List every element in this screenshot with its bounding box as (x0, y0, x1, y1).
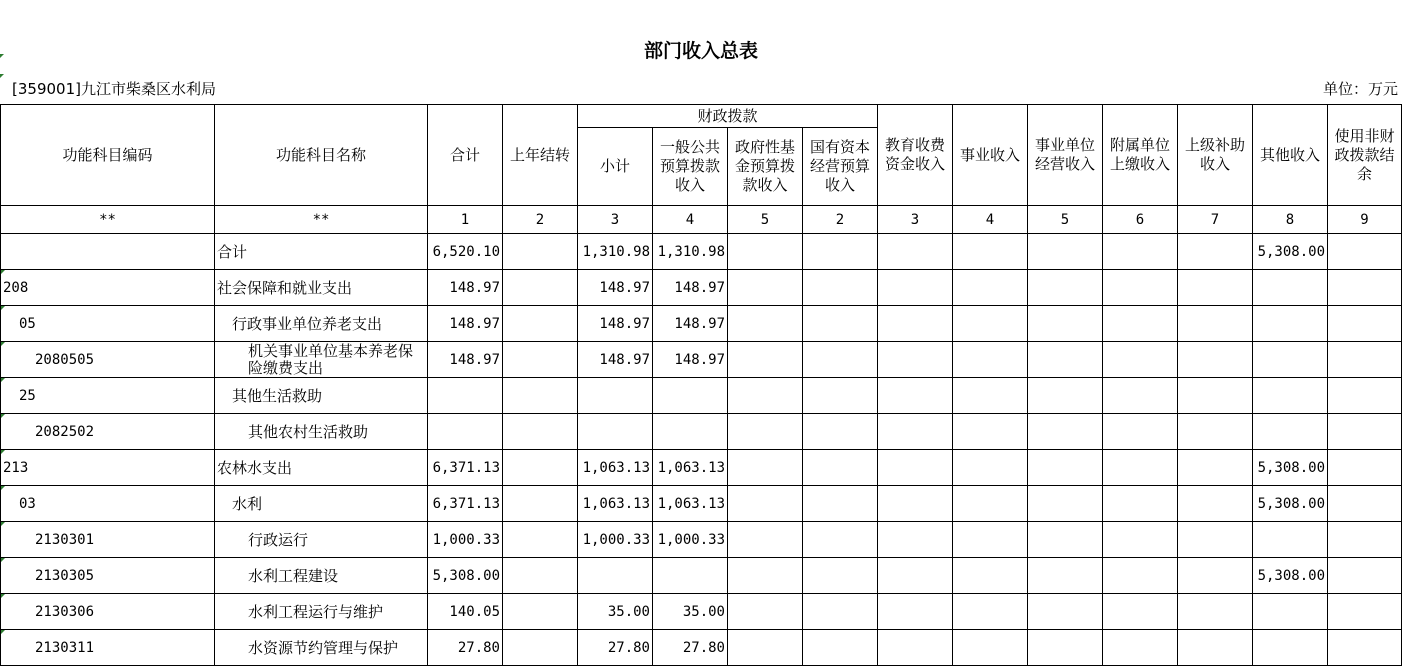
cell-value (1028, 414, 1103, 450)
cell-value (803, 522, 878, 558)
cell-value (728, 414, 803, 450)
cell-value (1178, 486, 1253, 522)
cell-value (503, 594, 578, 630)
table-row (1, 486, 1402, 522)
cell-value (1178, 594, 1253, 630)
header-other: 其他收入 (1253, 105, 1328, 206)
index-cell: 6 (1103, 206, 1178, 234)
cell-value (1103, 234, 1178, 270)
cell-value (1028, 558, 1103, 594)
index-cell: 5 (1028, 206, 1103, 234)
table-row (1, 378, 1402, 414)
header-code: 功能科目编码 (1, 105, 215, 206)
cell-value: 148.97 (578, 342, 653, 378)
cell-marker (0, 74, 4, 78)
cell-code: 25 (1, 378, 215, 414)
table-row (1, 630, 1402, 666)
cell-value (803, 594, 878, 630)
cell-value: 1,063.13 (578, 486, 653, 522)
cell-value: 148.97 (653, 342, 728, 378)
header-fiscal-group: 财政拨款 (578, 105, 878, 128)
cell-value (1028, 522, 1103, 558)
index-cell: 2 (803, 206, 878, 234)
cell-value (1103, 630, 1178, 666)
cell-marker (1, 414, 5, 418)
cell-value (1028, 378, 1103, 414)
cell-value: 5,308.00 (1253, 450, 1328, 486)
cell-value (803, 630, 878, 666)
cell-value (953, 486, 1028, 522)
cell-value: 1,000.33 (578, 522, 653, 558)
cell-value (803, 558, 878, 594)
cell-value (1328, 522, 1402, 558)
cell-value (1328, 414, 1402, 450)
cell-marker (1, 522, 5, 526)
index-cell: ** (215, 206, 428, 234)
cell-value (578, 378, 653, 414)
cell-name: 水利 (215, 486, 428, 522)
cell-name: 水利工程运行与维护 (215, 594, 428, 630)
cell-value: 148.97 (428, 270, 503, 306)
index-cell: 3 (878, 206, 953, 234)
cell-value (503, 522, 578, 558)
cell-value (503, 378, 578, 414)
cell-name: 水利工程建设 (215, 558, 428, 594)
cell-value (1328, 234, 1402, 270)
header-nonfiscal: 使用非财政拨款结余 (1328, 105, 1402, 206)
header-edu-fee: 教育收费资金收入 (878, 105, 953, 206)
cell-marker (1, 558, 5, 562)
cell-value: 27.80 (428, 630, 503, 666)
cell-value (1028, 234, 1103, 270)
cell-value (728, 306, 803, 342)
cell-value (1328, 270, 1402, 306)
cell-value (1328, 486, 1402, 522)
cell-value: 5,308.00 (1253, 486, 1328, 522)
cell-value (1328, 306, 1402, 342)
unit-label: 单位：万元 (1322, 80, 1398, 98)
cell-code (1, 234, 215, 270)
cell-marker (1, 630, 5, 634)
cell-marker (1, 486, 5, 490)
table-row (1, 450, 1402, 486)
cell-value (953, 594, 1028, 630)
cell-value (728, 378, 803, 414)
cell-code: 05 (1, 306, 215, 342)
cell-value (503, 306, 578, 342)
cell-value (878, 414, 953, 450)
cell-name: 合计 (215, 234, 428, 270)
cell-value (803, 414, 878, 450)
cell-code: 2130306 (1, 594, 215, 630)
index-cell: 5 (728, 206, 803, 234)
cell-value (1253, 522, 1328, 558)
header-carryover: 上年结转 (503, 105, 578, 206)
cell-value (878, 486, 953, 522)
cell-value (1253, 306, 1328, 342)
cell-value (953, 558, 1028, 594)
cell-value (1103, 342, 1178, 378)
cell-value (428, 414, 503, 450)
cell-value (1328, 378, 1402, 414)
cell-value: 148.97 (578, 306, 653, 342)
cell-code: 2130301 (1, 522, 215, 558)
header-name: 功能科目名称 (215, 105, 428, 206)
cell-value: 35.00 (578, 594, 653, 630)
header-total: 合计 (428, 105, 503, 206)
cell-value: 1,000.33 (653, 522, 728, 558)
cell-name: 行政事业单位养老支出 (215, 306, 428, 342)
cell-value (1328, 558, 1402, 594)
index-cell: 7 (1178, 206, 1253, 234)
cell-value (728, 594, 803, 630)
cell-value (503, 234, 578, 270)
cell-value: 140.05 (428, 594, 503, 630)
cell-value (1253, 594, 1328, 630)
cell-name: 行政运行 (215, 522, 428, 558)
cell-value (803, 378, 878, 414)
header-operation: 事业单位经营收入 (1028, 105, 1103, 206)
cell-value (1253, 414, 1328, 450)
cell-value (1253, 342, 1328, 378)
cell-value (1178, 630, 1253, 666)
index-row (1, 206, 1402, 234)
cell-value (1178, 558, 1253, 594)
cell-value (1028, 450, 1103, 486)
cell-code: 208 (1, 270, 215, 306)
cell-value (503, 630, 578, 666)
cell-code: 03 (1, 486, 215, 522)
table-row (1, 558, 1402, 594)
cell-value (1103, 414, 1178, 450)
cell-value (803, 270, 878, 306)
cell-value: 148.97 (428, 342, 503, 378)
cell-marker (1, 306, 5, 310)
cell-value: 5,308.00 (1253, 234, 1328, 270)
cell-value (878, 378, 953, 414)
header-state-capital: 国有资本经营预算收入 (803, 128, 878, 206)
cell-value (653, 378, 728, 414)
cell-value: 6,371.13 (428, 450, 503, 486)
cell-value: 148.97 (428, 306, 503, 342)
cell-value (503, 342, 578, 378)
cell-value (503, 414, 578, 450)
cell-name: 其他农村生活救助 (215, 414, 428, 450)
cell-value (953, 306, 1028, 342)
header-gov-fund: 政府性基金预算拨款收入 (728, 128, 803, 206)
cell-value (1178, 378, 1253, 414)
cell-value (1253, 270, 1328, 306)
cell-value (1328, 594, 1402, 630)
cell-value (1028, 270, 1103, 306)
cell-code: 2130305 (1, 558, 215, 594)
header-superior: 上级补助收入 (1178, 105, 1253, 206)
cell-value (953, 378, 1028, 414)
cell-value (1253, 630, 1328, 666)
header-general-budget: 一般公共预算拨款收入 (653, 128, 728, 206)
cell-value (803, 342, 878, 378)
cell-value (953, 414, 1028, 450)
cell-value (878, 522, 953, 558)
cell-value (878, 630, 953, 666)
cell-value (953, 630, 1028, 666)
income-summary-table (0, 104, 1402, 666)
cell-value (503, 558, 578, 594)
header-business: 事业收入 (953, 105, 1028, 206)
cell-value (728, 558, 803, 594)
cell-value (578, 414, 653, 450)
index-cell: 9 (1328, 206, 1402, 234)
cell-value: 1,063.13 (653, 486, 728, 522)
cell-value (878, 594, 953, 630)
cell-value (503, 450, 578, 486)
cell-value (653, 414, 728, 450)
cell-value (1178, 270, 1253, 306)
cell-value (953, 342, 1028, 378)
cell-value (728, 630, 803, 666)
cell-value (1328, 450, 1402, 486)
cell-value (1178, 450, 1253, 486)
table-row (1, 414, 1402, 450)
index-cell: ** (1, 206, 215, 234)
cell-value (1178, 234, 1253, 270)
cell-value (953, 270, 1028, 306)
cell-value (1028, 342, 1103, 378)
cell-value: 27.80 (578, 630, 653, 666)
cell-value (1103, 378, 1178, 414)
cell-value (728, 486, 803, 522)
cell-value: 27.80 (653, 630, 728, 666)
cell-value (878, 234, 953, 270)
cell-value (803, 306, 878, 342)
table-row (1, 234, 1402, 270)
cell-value (1103, 450, 1178, 486)
cell-value (1253, 378, 1328, 414)
cell-value (1328, 342, 1402, 378)
cell-value (1178, 306, 1253, 342)
cell-value (1028, 306, 1103, 342)
table-row (1, 306, 1402, 342)
cell-value: 148.97 (578, 270, 653, 306)
cell-value (503, 270, 578, 306)
cell-value (1103, 270, 1178, 306)
cell-name: 机关事业单位基本养老保险缴费支出 (215, 342, 428, 378)
organization-label: [359001]九江市柴桑区水利局 (12, 80, 216, 98)
index-cell: 4 (653, 206, 728, 234)
cell-value (1103, 558, 1178, 594)
cell-value (1103, 486, 1178, 522)
cell-value: 1,063.13 (578, 450, 653, 486)
cell-value (578, 558, 653, 594)
table-row (1, 522, 1402, 558)
cell-value (1178, 522, 1253, 558)
cell-value: 148.97 (653, 306, 728, 342)
cell-value: 1,000.33 (428, 522, 503, 558)
cell-value (1028, 486, 1103, 522)
index-cell: 2 (503, 206, 578, 234)
cell-code: 2130311 (1, 630, 215, 666)
cell-value (728, 270, 803, 306)
cell-value (728, 522, 803, 558)
cell-value (728, 234, 803, 270)
cell-value: 6,520.10 (428, 234, 503, 270)
cell-value (1028, 630, 1103, 666)
cell-value (1178, 342, 1253, 378)
table-row (1, 594, 1402, 630)
cell-value: 148.97 (653, 270, 728, 306)
cell-value (803, 234, 878, 270)
cell-code: 2080505 (1, 342, 215, 378)
header-affiliated: 附属单位上缴收入 (1103, 105, 1178, 206)
table-row (1, 270, 1402, 306)
cell-value (1178, 414, 1253, 450)
index-cell: 1 (428, 206, 503, 234)
cell-marker (1, 594, 5, 598)
cell-value (1028, 594, 1103, 630)
index-cell: 8 (1253, 206, 1328, 234)
cell-name: 其他生活救助 (215, 378, 428, 414)
cell-code: 2082502 (1, 414, 215, 450)
cell-value: 5,308.00 (1253, 558, 1328, 594)
cell-marker (1, 342, 5, 346)
index-cell: 4 (953, 206, 1028, 234)
cell-value (803, 486, 878, 522)
cell-value (878, 450, 953, 486)
cell-name: 社会保障和就业支出 (215, 270, 428, 306)
table-row (1, 342, 1402, 378)
cell-value (1103, 522, 1178, 558)
page-title: 部门收入总表 (643, 40, 758, 62)
cell-value (878, 558, 953, 594)
cell-value (878, 342, 953, 378)
cell-value: 1,063.13 (653, 450, 728, 486)
cell-value (953, 450, 1028, 486)
cell-value (878, 270, 953, 306)
cell-value (878, 306, 953, 342)
cell-value (503, 486, 578, 522)
index-cell: 3 (578, 206, 653, 234)
cell-marker (1, 450, 5, 454)
cell-name: 农林水支出 (215, 450, 428, 486)
cell-value (428, 378, 503, 414)
cell-marker (1, 378, 5, 382)
cell-value (803, 450, 878, 486)
cell-value: 1,310.98 (578, 234, 653, 270)
cell-name: 水资源节约管理与保护 (215, 630, 428, 666)
header-subtotal: 小计 (578, 128, 653, 206)
cell-value (728, 450, 803, 486)
cell-value (1103, 306, 1178, 342)
cell-code: 213 (1, 450, 215, 486)
cell-value: 35.00 (653, 594, 728, 630)
cell-value: 6,371.13 (428, 486, 503, 522)
cell-marker (1, 270, 5, 274)
cell-value (953, 234, 1028, 270)
cell-value: 1,310.98 (653, 234, 728, 270)
cell-value (653, 558, 728, 594)
cell-value (953, 522, 1028, 558)
cell-value (1328, 630, 1402, 666)
cell-value: 5,308.00 (428, 558, 503, 594)
cell-value (728, 342, 803, 378)
cell-value (1103, 594, 1178, 630)
